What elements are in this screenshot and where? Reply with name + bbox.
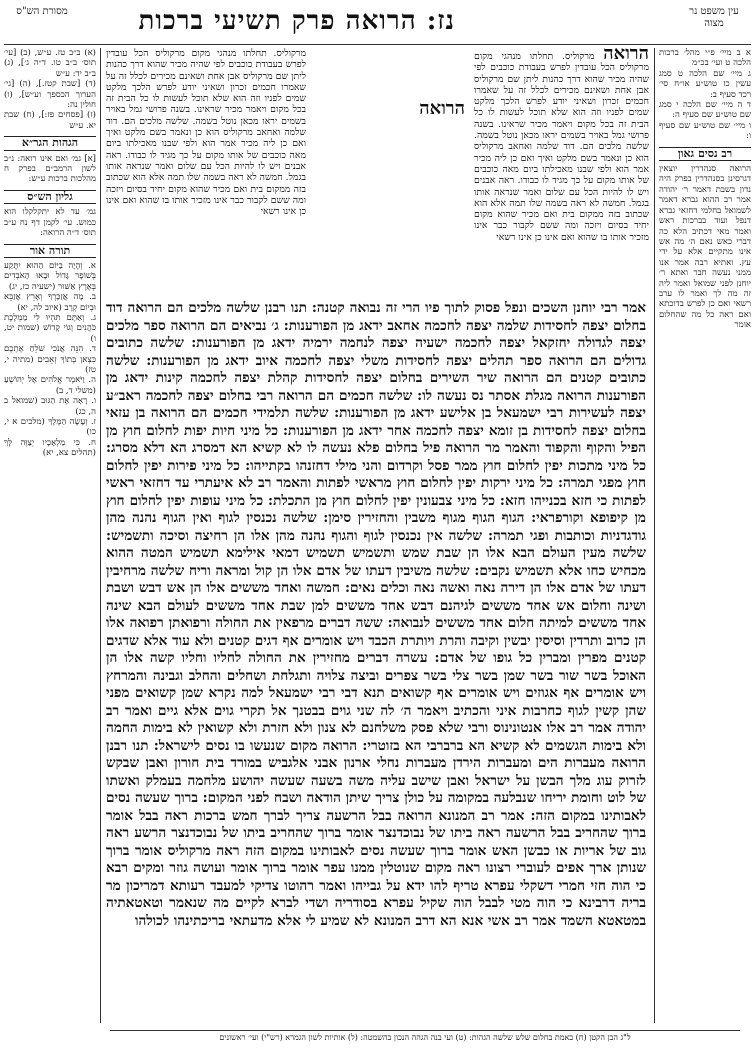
torah-or-entry: ב. מָה אֲזַכֶּרְךָ וְאָרֵץ אֲזַבֵּא וּבְיוֹם קְרָב (איוב לה, יא) [4,292,96,313]
ein-mishpat-entry: ג מיי׳ שם הלכה ט סמג עשין כז טוש״ע או״ח סי׳ רכד סעיף ב: [659,68,751,100]
masoret-entry: (ד) [שבת קטז.], (ה) [גי׳ הערוך הכספך וע״ש], (ו) חולין נה: [4,79,96,111]
ein-mishpat-entry: א ב מיי׳ פ״י מהל׳ ברכות הלכה ט ועי׳ בכ״מ [659,48,751,69]
gemara-heading: הרואה [419,100,465,119]
masoret-entry: (א) ב״ב טז. ע״ש, (ב) [עי׳ תוס׳ ב״ב טו. ד״ה ג׳], (ג) ב״ב יד: ע״ש [4,48,96,79]
gilyon-text: גמ׳ עד לא יתקלקלו הוא כמוש. עי׳ לקמן דף נח ע״ב תוס׳ ד״ה הרואה: [4,207,96,239]
rav-nissim-text: הרואה סנהדרין יוצאין דגרסינן בסנהדרין בפרק היה נדון בשבת דאמר ר׳ יהודה אמר רב ההוא גברא דאמר לשמואל בחלמי דחזאי גברא דנפל ועוד בברכות ראש ואמר מאי דכתיב הלא כה דברי כאש נאם ה׳ מה אש אינו מתקיים אלא על ידי עץ. ואתיא רבה אמר אנו ממני נעשה חבר ואתא ר׳ יוחנן לפני שמואל ואמר ליה זה מה לך ואמר לו ערב רשאי ואם כן לפרש בדוכתא ואם ראה כל מה שהחלום אומר [659,164,751,331]
tosafot-commentary [106,48,306,298]
rav-nissim-heading: רב נסים גאון [659,147,751,161]
bottom-footnote: ל"ג הבן הקטן (ח) באמת בחלום שלש שלשה הגהות: (ט) ועי בנה הגהה הנכון בהשמטה: (ל) אותיות לשון הגמרא (רש"י) ועי׳ ראשונים [110,1030,740,1043]
masoret-label: מסורת הש"ס [16,6,68,17]
gemara-section-miracles: הרואה מקום שנעשו בו נסים לישראל: תנו רבנן הרואה מעברות הים ומעברות הירדן מעברות נחלי ארנון אבני אלגביש במורד בית חורון ואבן שבקש לזרוק עוג מלך הבשן על ישראל ואבן שישב עליה משה בשעה שעשה יהושע מלחמה בעמלק ואשתו של לוט וחומת יריחו שנבלעה במקומה על כולן צריך שיתן הודאה ושבח לפני המקום: ברוך שעשה נסים לאבותינו במקום הזה: [106,737,646,824]
gemara-section-babylon: אמר רב המנונא הרואה בבל הרשעה צריך לברך חמש ברכות ראה בבל אומר ברוך שהחריב בבל הרשעה ראה ביתו של נבוכדנצר אומר ברוך שהחריב ביתו של נבוכדנצר הרשע ראה גוב של אריות או כבשן האש אומר ברוך שעשה נסים לאבותינו במקום הזה ראה מרקוליס אומר ברוך שנותן ארך אפים לעוברי רצונו ראה מקום שנוטלין ממנו עפר אומר ברוך אומר ועושה גוזר ומקים רבא כי הוה חזי חמרי דשקלי עפרא טריף להו ידא על גבייהו ואמר רהוטו צדיקי למעבד רעותא דמריכון מר בריה דרבינא כי הוה מטי לבבל הוה שקיל עפרא בסודריה ושדי לברא לקיים מה שנאמר וטאטאתיה במטאטא השמד אמר רב אשי אנא הא דרב המנונא לא שמיע לי אלא מדעתאי בריכתינהו לכולהו [106,807,646,929]
gilyon-heading: גליון הש״ס [4,190,96,204]
gemara-main-text [106,300,646,1025]
torah-or-entry: ה. וַיֹּאמֶר אֱלֹהִים אֶל יְהוֹשֻׁעַ (משלי ד, ב) [4,375,96,396]
gemara-text: אמר רבי יוחנן השכים ונפל פסוק לתוך פיו הרי זה נבואה קטנה: תנו רבנן שלשה מלכים הם הרואה דוד בחלום יצפה לחסידות שלמה יצפה לחכמה אחאב ידאג מן הפורענות: ג׳ נביאים הם הרואה ספר מלכים יצפה לגדולה יחזקאל יצפה לחכמה ישעיה יצפה לנחמה ירמיה ידאג מן הפורענות: שלשה כתובים גדולים הם הרואה ספר תהלים יצפה לחסידות משלי יצפה לחכמה איוב ידאג מן הפורענות: שלשה כתובים קטנים הם הרואה שיר השירים בחלום יצפה לחסידות קהלת יצפה לחכמה קינות ידאג מן הפורענות הרואה מגלת אסתר נס נעשה לו: שלשה חכמים הם הרואה רבי בחלום יצפה לחכמה ראב״ע יצפה לעשירות רבי ישמעאל בן אלישע ידאג מן הפורענות: שלשה תלמידי חכמים הם הרואה בן עזאי בחלום יצפה לחסידות בן זומא יצפה לחכמה אחר ידאג מן הפורענות: כל מיני חיות יפות לחלום חוץ מן הפיל והקוף והקפוד והאמר מר הרואה פיל בחלום פלא נעשה לו לא קשיא הא דמסרג הא דלא מסרג: כל מיני מתכות יפין לחלום חוץ ממר פסל וקרדום והני מילי דחזנהו בקתייהו: כל מיני פירות יפין לחלום חוץ מפגי תמרה: כל מיני ירקות יפין לחלום חוץ מראשי לפתות והאמר רב לא איעתרי עד דחזאי ראשי לפתות כי חזא בכנייהו חזא: כל מיני צבעונין יפין לחלום חוץ מן התכלת: כל מיני עופות יפין לחלום חוץ מן קיפופא וקורפראי: הגוף הגוף מגוף משבין והחזירין סימן: שלשה נכנסין לגוף ואין הגוף נהנה מהן גודגדניות וכותבות ופגי תמרה: שלשה אין נכנסין לגוף והגוף נהנה מהן אלו הן רחיצה וסיכה ותשמיש: שלשה מעין העולם הבא אלו הן שבת שמש ותשמיש תשמיש דמאי אילימא תשמיש המטה ההוא מכחיש כחו אלא תשמיש נקבים: שלשה משיבין דעתו של אדם אלו הן קול ומראה וריח שלשה מרחיבין דעתו של אדם אלו הן דירה נאה ואשה נאה וכלים נאים: חמשה ואחד מששים אלו הן אש דבש ושבת ושינה וחלום אש אחד מששים לגיהנם דבש אחד מששים למן שבת אחד מששים לעולם הבא שינה אחד מששים למיתה חלום אחד מששים לנבואה: ששה דברים מרפאין את החולה ורפואתן רפואה אלו הן כרוב ותרדין וסיסין יבשין וקיבה והרת ויותרת הכבד ויש אומרים אף דגים קטנים ולא עוד אלא שדגים קטנים מפרין ומברין כל גופו של אדם: עשרה דברים מחזירין את החולה לחליו וחליו קשה אלו הן האוכל בשר שור בשר שמן בשר צלי בשר צפרים וביצה צלויה ותגלחת ושחלים והחלב וגבינה והמרחץ ויש אומרים אף אגוזים ויש אומרים אף קשואים תנא דבי רבי ישמעאל למה נקרא שמן קשואים מפני שהן קשין לגוף כחרבות איני והכתיב ויאמר ה׳ לה שני גוים בבטנך אל תקרי גוים אלא גיים ואמר רב יהודה אמר רב אלו אנטונינוס ורבי שלא פסק משלחנם לא צנון ולא חזרת ולא קשואין לא בימות החמה ולא בימות הגשמים לא קשיא הא ברברבי הא בזוטרי: [106,300,646,754]
page-header [0,4,755,44]
torah-or-entry: ד. הִנֵּה אֲנֹכִי שֹׁלֵחַ אֶתְכֶם כִּצְאן בְּתוֹךְ זְאֵבִים (מתיה י, טז) [4,344,96,375]
gemara-top-block [300,100,465,300]
ein-mishpat-entry: ו מיי׳ שם טוש״ע שם סעיף ו: [659,120,751,142]
left-margin-divider [100,48,101,1023]
torah-or-entry: ז. וְעָשָׂה הַמֶּלֶךְ (מלכים א י, כו) [4,417,96,438]
rashi-commentary [474,48,649,298]
hagahot-heading: הגהות הגר״א [4,136,96,150]
torah-or-entry: א. וְהָיָה בַיּוֹם הַהוּא יִתָּקַע בְּשׁוֹפָר גָּדוֹל וּבָאוּ הָאֹבְדִים בְּאֶרֶץ אַשּׁוּר (ישעיה כז, יג) [4,260,96,292]
hagahot-text: [א] גמ׳ ואם אינו רואה: נ״ב לשון הרמב״ם בפרק ח מהלכות ברכות ע״ש: [4,153,96,185]
torah-or-entry: ח. כִּי מַלְאָכָיו יְצַוֶּה לָּךְ (תהלים צא, יא) [4,437,96,459]
ein-mishpat-entry: ד ה מיי׳ שם הלכה י סמג שם טוש״ע שם סעיף ה: [659,100,751,121]
torah-or-entry: ו. רָאָה אֶת הַגּוּב (שמואל ב ה, כג) [4,396,96,417]
rashi-heading: הרואה [603,48,649,64]
torah-or-entry: ג. וְאַתֶּם תִּהְיוּ לִי מַמְלֶכֶת כֹּהֲנִים וְגוֹי קָדוֹשׁ (שמות יט, ו) [4,312,96,344]
right-margin-column [659,48,751,1023]
page-title: נז: הרואה פרק תשיעי ברכות [138,6,455,36]
rashi-text: מרקוליס. תחלתו מנהגי מקום מרקוליס הכל עובדין לפרש בעבודת כוכבים לפי שהיה מכיר שהוא דרך כהנות ליתן שם מרקוליס אבן אחת ושאינם מכירים לכלל זה על שאמרו חכמים זכרון ושאיני יודע לפרש הלכך מלקט שמים לפניו וזה הוא שלא תוכל לעשות לו כל הבית זה בכל מקום ויאמר מכיר שראינו. בשנה פרושי גמל באויר בשמים יראו מכאן נוטל בשמה. שלשה מלכים הם. דוד שלמה ואחאב מרקוליס הוא כן ונאמר בשם מלקט ואיך ואם כן ליה מכיר אמר הוא ולפי שבנו מאכילתו ביום מאה כוכבים של אותו מקום על כך מגיד לו כבודו. ראה אבנים ויש לו להיות הכל עם שלום ואמר שנראה אותו בגמל. חמשה לא ראה בשמה שלו תמה אלא הוא שכתוב בזה ממקום בית ואם מכיר שהוא מקום יחיד בסיום ויזכה ומה ששם לקבור כבר אינו מזכיר אותו בו שהוא ואם אינו כן אינו רשאי [474,51,649,243]
masoret-entry: (ז) [פסחים פז:], (ח) שבת יא. ע״ש [4,110,96,131]
torah-or-heading: תורה אור [4,244,96,258]
right-margin-divider [654,48,655,1023]
ein-mishpat-label: עין משפט נר מצוה [689,6,739,29]
left-margin-column [4,48,96,1023]
header-divider [4,44,751,45]
tosafot-text: מרקוליס. תחלתו מנהגי מקום מרקוליס הכל עובדין לפרש בעבודת כוכבים לפי שהיה מכיר שהוא דרך כהנות ליתן שם מרקוליס אבן אחת ושאינם מכירים לכלל זה על שאמרו חכמים זכרון ושאיני יודע לפרש הלכך מלקט שמים לפניו וזה הוא שלא תוכל לעשות לו כל הבית זה בכל מקום ויאמר מכיר שראינו. בשנה פרושי גמל באויר בשמים יראו מכאן נוטל בשמה. שלשה מלכים הם. דוד שלמה ואחאב מרקוליס הוא כן ונאמר בשם מלקט ואיך ואם כן ליה מכיר אמר הוא ולפי שבנו מאכילתו ביום מאה כוכבים של אותו מקום על כך מגיד לו כבודו. ראה אבנים ויש לו להיות הכל עם שלום ואמר שנראה אותו בגמל. חמשה לא ראה בשמה שלו תמה אלא הוא שכתוב בזה ממקום בית ואם מכיר שהוא מקום יחיד בסיום ויזכה ומה ששם לקבור כבר אינו מזכיר אותו בו שהוא ואם אינו כן אינו רשאי [106,48,306,218]
